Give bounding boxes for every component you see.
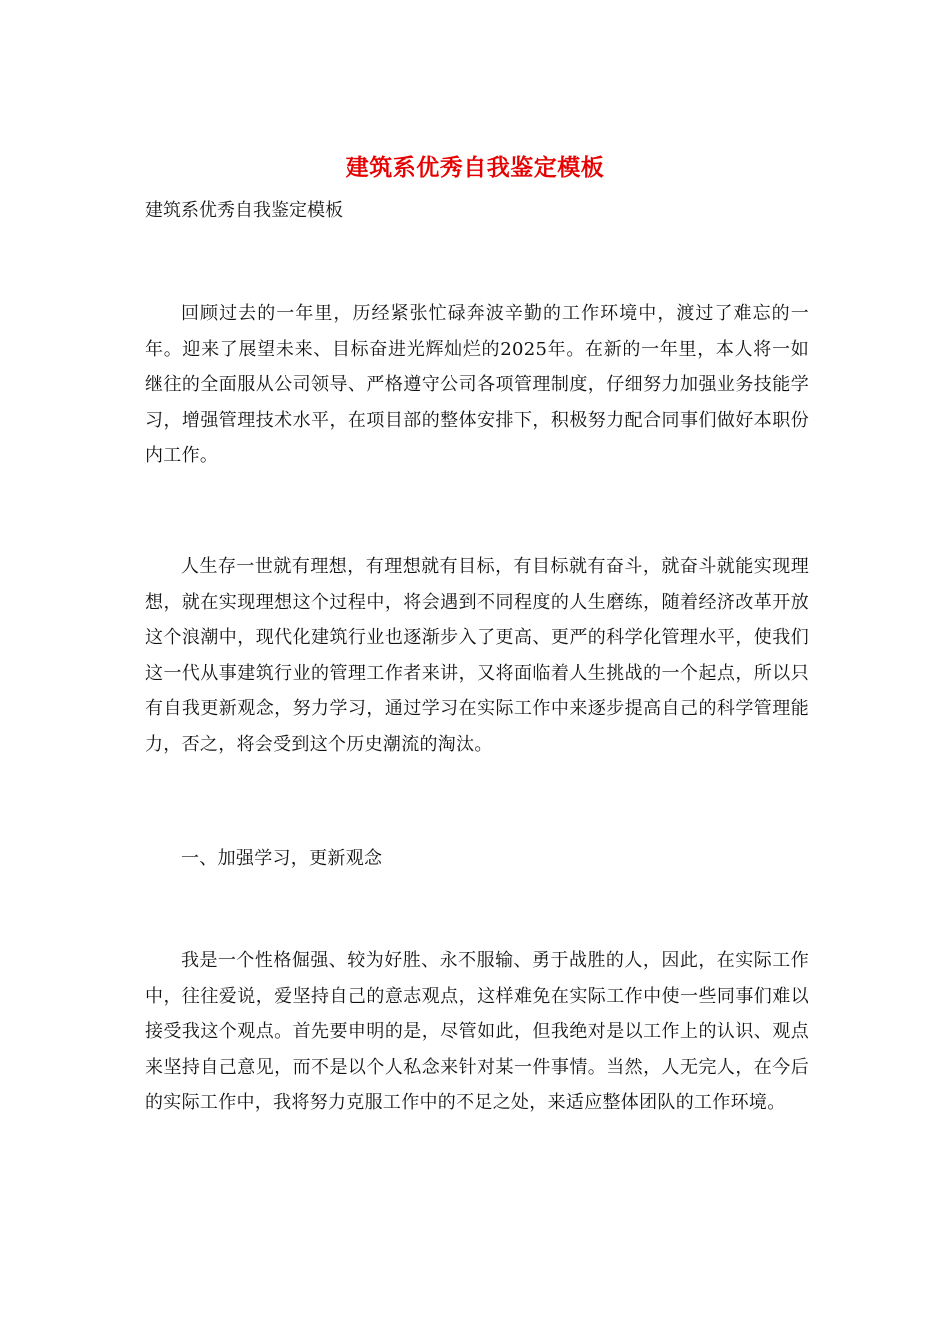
body-paragraph: 人生存一世就有理想，有理想就有目标，有目标就有奋斗，就奋斗就能实现理想，就在实现理想这个过程中，将会遇到不同程度的人生磨练，随着经济改革开放这个浪潮中，现代化建筑行业也逐渐步入了更高、更严的科学化管理水平，使我们这一代从事建筑行业的管理工作者来讲，又将面临着人生挑战的一个起点，所以只有自我更新观念，努力学习，通过学习在实际工作中来逐步提高自己的科学管理能力，否之，将会受到这个历史潮流的淘汰。 xyxy=(145,556,809,755)
document-title: 建筑系优秀自我鉴定模板 xyxy=(345,154,605,181)
section-heading: 一、加强学习，更新观念 xyxy=(181,848,383,869)
body-paragraph: 我是一个性格倔强、较为好胜、永不服输、勇于战胜的人，因此，在实际工作中，往往爱说，爱坚持自己的意志观点，这样难免在实际工作中使一些同事们难以接受我这个观点。首先要申明的是，尽管如此，但我绝对是以工作上的认识、观点来坚持自己意见，而不是以个人私念来针对某一件事情。当然，人无完人，在今后的实际工作中，我将努力克服工作中的不足之处，来适应整体团队的工作环境。 xyxy=(145,950,809,1113)
body-paragraph: 回顾过去的一年里，历经紧张忙碌奔波辛勤的工作环境中，渡过了难忘的一年。迎来了展望未来、目标奋进光辉灿烂的2025年。在新的一年里，本人将一如继往的全面服从公司领导、严格遵守公司各项管理制度，仔细努力加强业务技能学习，增强管理技术水平，在项目部的整体安排下，积极努力配合同事们做好本职份内工作。 xyxy=(145,303,809,466)
document-subtitle: 建筑系优秀自我鉴定模板 xyxy=(145,200,343,221)
